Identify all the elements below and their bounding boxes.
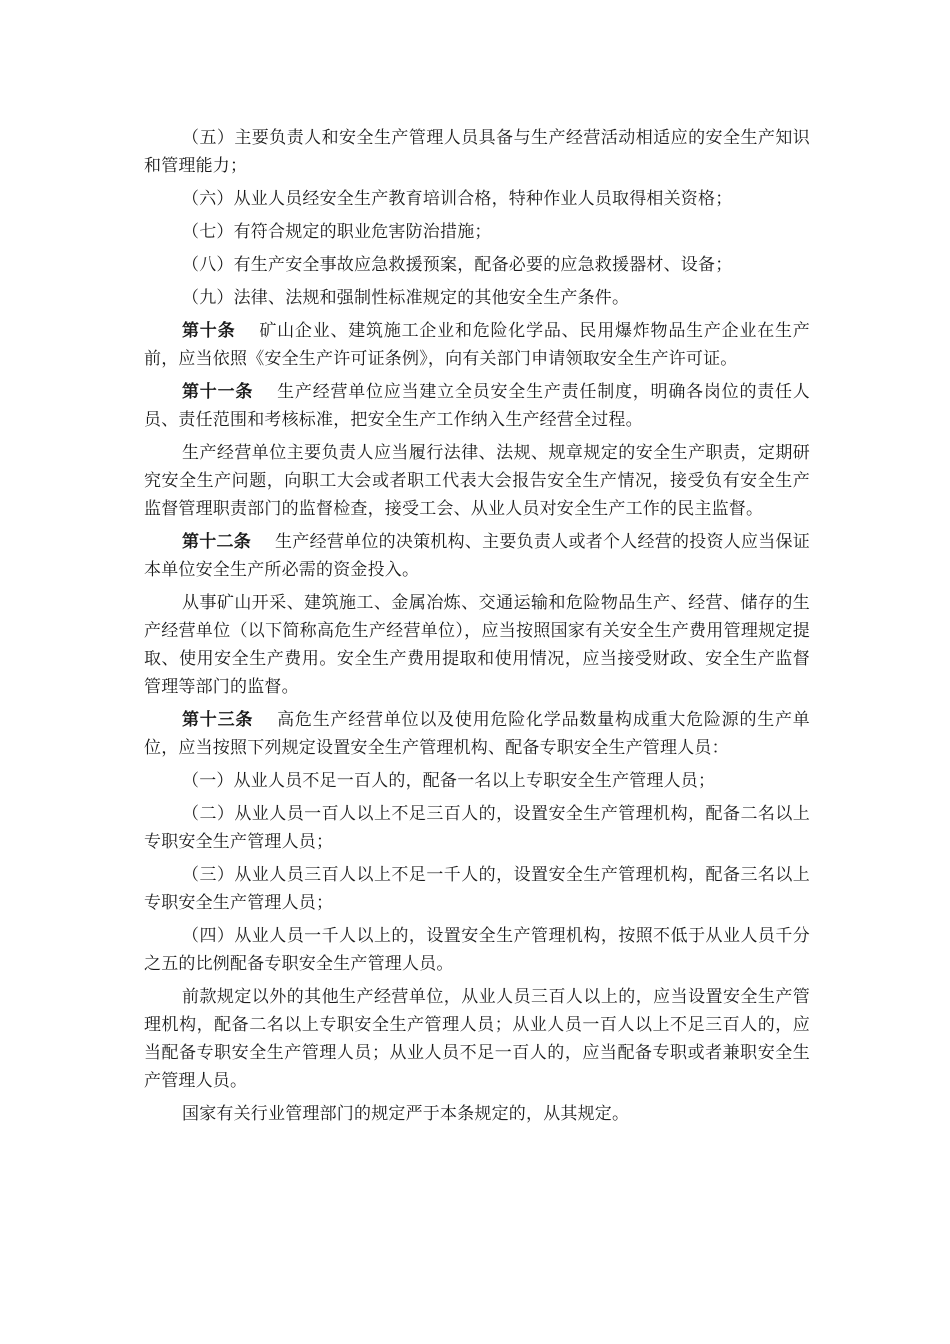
article-text: 矿山企业、建筑施工企业和危险化学品、民用爆炸物品生产企业在生产前，应当依照《安全生产许可证条例》，向有关部门申请领取安全生产许可证。 — [144, 321, 811, 369]
item-8: （八）有生产安全事故应急救援预案，配备必要的应急救援器材、设备； — [182, 255, 733, 275]
item-6: （六）从业人员经安全生产教育培训合格，特种作业人员取得相关资格； — [182, 189, 733, 209]
article-number: 第十一条 — [182, 382, 254, 402]
article-11 — [144, 378, 810, 434]
item-2: （二）从业人员一百人以上不足三百人的，设置安全生产管理机构，配备二名以上专职安全生产管理人员； — [144, 804, 810, 852]
article-number: 第十三条 — [182, 710, 254, 730]
article-text: 高危生产经营单位以及使用危险化学品数量构成重大危险源的生产单位，应当按照下列规定设置安全生产管理机构、配备专职安全生产管理人员： — [144, 710, 811, 758]
article-number: 第十条 — [182, 321, 236, 341]
article-11-para-2: 生产经营单位主要负责人应当履行法律、法规、规章规定的安全生产职责，定期研究安全生产问题，向职工大会或者职工代表大会报告安全生产情况，接受负有安全生产监督管理职责部门的监督检查，接受工会、从业人员对安全生产工作的民主监督。 — [144, 443, 810, 519]
article-13 — [144, 706, 810, 762]
item-5: （五）主要负责人和安全生产管理人员具备与生产经营活动相适应的安全生产知识和管理能力； — [144, 128, 810, 176]
item-1: （一）从业人员不足一百人的，配备一名以上专职安全生产管理人员； — [182, 771, 716, 791]
article-text: 生产经营单位应当建立全员安全生产责任制度，明确各岗位的责任人员、责任范围和考核标准，把安全生产工作纳入生产经营全过程。 — [144, 382, 811, 430]
article-text: 生产经营单位的决策机构、主要负责人或者个人经营的投资人应当保证本单位安全生产所必需的资金投入。 — [144, 532, 810, 580]
item-9: （九）法律、法规和强制性标准规定的其他安全生产条件。 — [182, 288, 630, 308]
item-4: （四）从业人员一千人以上的，设置安全生产管理机构，按照不低于从业人员千分之五的比例配备专职安全生产管理人员。 — [144, 926, 810, 974]
article-13-para-3: 国家有关行业管理部门的规定严于本条规定的，从其规定。 — [182, 1104, 630, 1124]
document-page — [144, 124, 810, 1133]
article-13-para-2: 前款规定以外的其他生产经营单位，从业人员三百人以上的，应当设置安全生产管理机构，配备二名以上专职安全生产管理人员；从业人员一百人以上不足三百人的，应当配备专职安全生产管理人员；从业人员不足一百人的，应当配备专职或者兼职安全生产管理人员。 — [144, 987, 810, 1091]
article-12 — [144, 528, 810, 584]
article-12-para-2: 从事矿山开采、建筑施工、金属冶炼、交通运输和危险物品生产、经营、储存的生产经营单位（以下简称高危生产经营单位），应当按照国家有关安全生产费用管理规定提取、使用安全生产费用。安全生产费用提取和使用情况，应当接受财政、安全生产监督管理等部门的监督。 — [144, 593, 810, 697]
article-10 — [144, 317, 810, 373]
item-7: （七）有符合规定的职业危害防治措施； — [182, 222, 492, 242]
item-3: （三）从业人员三百人以上不足一千人的，设置安全生产管理机构，配备三名以上专职安全生产管理人员； — [144, 865, 810, 913]
article-number: 第十二条 — [182, 532, 252, 552]
